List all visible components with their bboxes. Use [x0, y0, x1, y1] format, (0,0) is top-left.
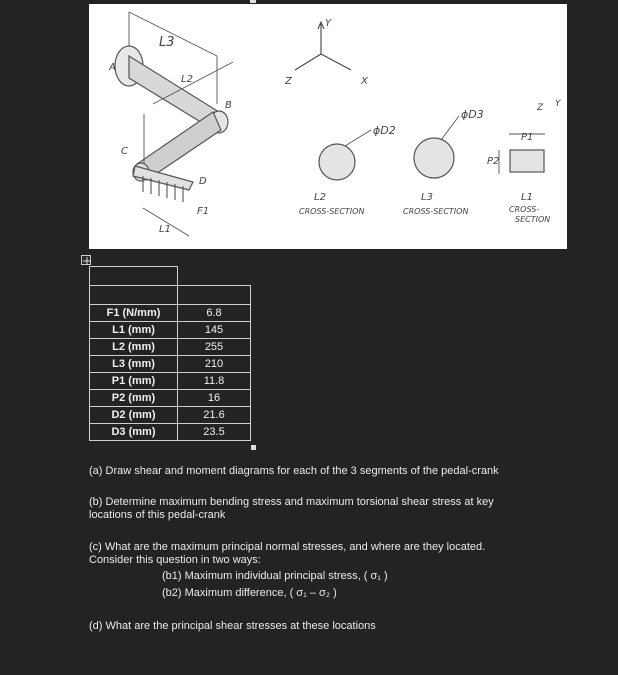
label-l3: L3 [159, 35, 175, 50]
row-value: 145 [178, 322, 251, 339]
l3-section-title: L3 [421, 192, 433, 203]
parameter-table [89, 266, 251, 441]
table-row [90, 390, 251, 407]
table-row [90, 373, 251, 390]
table-row [90, 339, 251, 356]
axis-label-x: X [361, 76, 368, 87]
row-label: D2 (mm) [90, 407, 178, 424]
row-value: 210 [178, 356, 251, 373]
l1-cross-section-caption-2: SECTION [515, 215, 551, 224]
row-label: D3 (mm) [90, 424, 178, 441]
row-value: 11.8 [178, 373, 251, 390]
d2-leader [345, 130, 371, 146]
row-value: 16 [178, 390, 251, 407]
row-value: 23.5 [178, 424, 251, 441]
question-c-line2: Consider this question in two ways: [89, 554, 261, 566]
table-row [90, 305, 251, 322]
row-value: 21.6 [178, 407, 251, 424]
table-spacer-row [90, 286, 251, 305]
axes-triad [295, 22, 351, 70]
question-a: (a) Draw shear and moment diagrams for each of the 3 segments of the pedal-crank [89, 465, 499, 477]
top-edge-marker [250, 0, 256, 3]
l2-section-title: L2 [314, 192, 326, 203]
l2-cross-section-circle [319, 144, 355, 180]
question-c-part-b1: (b1) Maximum individual principal stress, ( σ₁ ) [162, 570, 388, 582]
l1-cross-section-rect [510, 150, 544, 172]
spacer-cell-value [178, 286, 251, 305]
question-c-line1: (c) What are the maximum principal normal stresses, and where are they located. [89, 541, 486, 553]
p1-label: P1 [521, 132, 534, 143]
l3-cross-section-caption: CROSS-SECTION [403, 207, 469, 216]
axis-label-z: Z [285, 76, 292, 87]
table-header-row [90, 267, 251, 286]
force-label-f1: F1 [197, 206, 210, 217]
pedal-crank-figure [89, 4, 567, 249]
axis-label-y: Y [325, 18, 332, 29]
row-label: F1 (N/mm) [90, 305, 178, 322]
l1-section-title: L1 [521, 192, 533, 203]
l2-cross-section-caption: CROSS-SECTION [299, 207, 365, 216]
row-label: L3 (mm) [90, 356, 178, 373]
question-b-line2: locations of this pedal-crank [89, 509, 226, 521]
row-label: P1 (mm) [90, 373, 178, 390]
row-label: L2 (mm) [90, 339, 178, 356]
header-cell-label [90, 267, 178, 286]
row-value: 255 [178, 339, 251, 356]
row-label: P2 (mm) [90, 390, 178, 407]
rect-axis-label-y: Y [555, 99, 561, 109]
label-l2: L2 [181, 74, 193, 85]
question-d: (d) What are the principal shear stresses at these locations [89, 620, 376, 632]
question-b-line1: (b) Determine maximum bending stress and maximum torsional shear stress at key [89, 496, 494, 508]
table-move-handle-icon[interactable] [81, 255, 91, 265]
point-label-b: B [225, 100, 232, 111]
spacer-cell-label [90, 286, 178, 305]
point-label-d: D [199, 176, 207, 187]
table-row [90, 356, 251, 373]
row-value: 6.8 [178, 305, 251, 322]
rect-axis-label-z: Z [537, 103, 544, 113]
d3-label: ϕD3 [461, 108, 484, 121]
pedal-crank-drawing [89, 4, 567, 249]
header-cell-value [178, 267, 251, 286]
l3-cross-section-circle [414, 138, 454, 178]
l1-cross-section-caption-1: CROSS- [509, 205, 540, 214]
table-row [90, 322, 251, 339]
point-label-a: A [109, 62, 116, 73]
d3-leader [441, 116, 459, 140]
table-resize-handle[interactable] [251, 445, 256, 450]
row-label: L1 (mm) [90, 322, 178, 339]
d2-label: ϕD2 [373, 124, 396, 137]
point-label-c: C [121, 146, 128, 157]
table-row [90, 424, 251, 441]
p2-label: P2 [487, 156, 500, 167]
question-c-part-b2: (b2) Maximum difference, ( σ₁ – σ₂ ) [162, 587, 337, 599]
label-l1: L1 [159, 224, 171, 235]
table-row [90, 407, 251, 424]
